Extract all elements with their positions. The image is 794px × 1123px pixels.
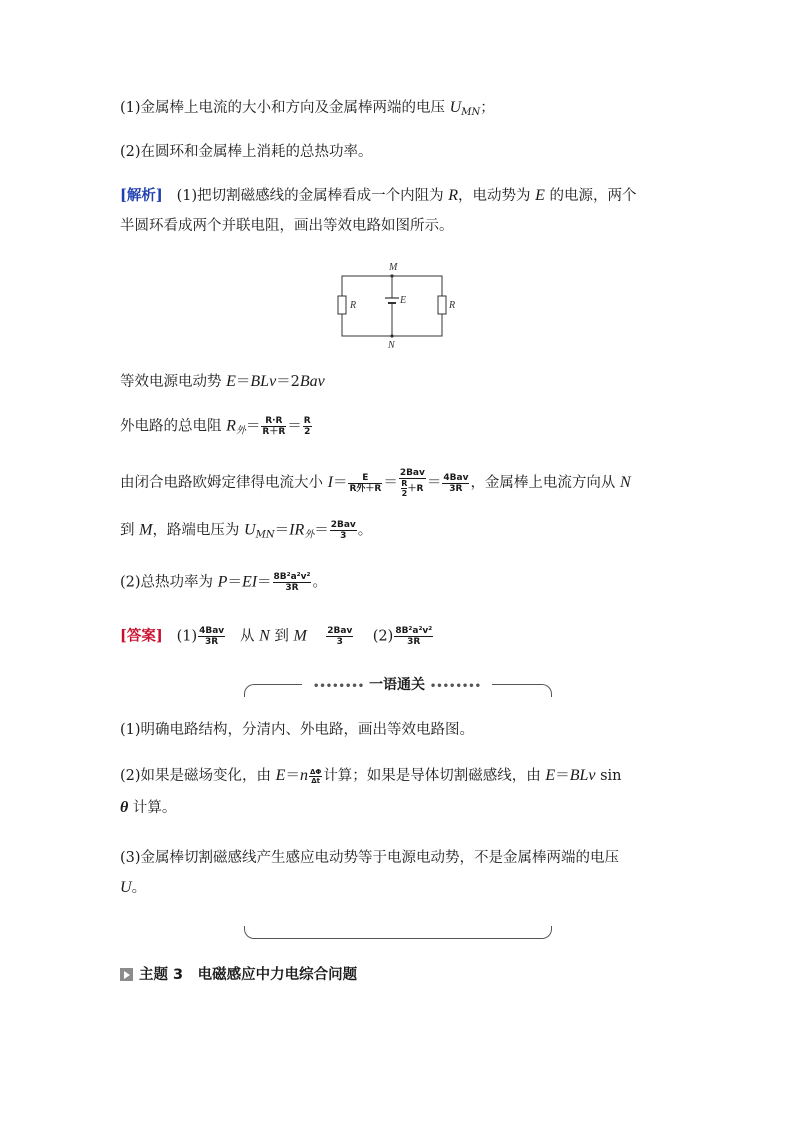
node-n bbox=[390, 334, 393, 337]
analysis-tag: [解析] bbox=[120, 187, 163, 204]
analysis-line-2: 半圆环看成两个并联电阻，画出等效电路如图所示。 bbox=[120, 218, 454, 234]
resistance-equation: 外电路的总电阻 $R_外=$ $\frac{R\cdot R}{R+R}$ ＝ $\frac{R}{2}$ bbox=[120, 416, 311, 437]
summary-point-2: (2)如果是磁场变化，由 E＝n $\frac{\Delta\Phi}{\Delta t}$ 计算；如果是导体切割磁感线，由 E＝BLv sin bbox=[120, 767, 622, 785]
topic-heading: 主题 3 电磁感应中力电综合问题 bbox=[120, 963, 357, 984]
label-m: M bbox=[389, 262, 398, 273]
fraction-r-half: $\frac{R}{2}$ bbox=[303, 416, 311, 437]
fraction-2bav-3: $\frac{\text{2Bav}}{3}$ bbox=[330, 520, 356, 541]
node-m bbox=[390, 274, 393, 277]
answer-fraction-current: $\frac{\text{4Bav}}{3R}$ bbox=[199, 626, 225, 647]
fraction-2bav: 2Bav $\frac{R}{2}$ ＋R bbox=[399, 468, 425, 498]
summary-point-3: (3)金属棒切割磁感线产生感应电动势等于电源电动势，不是金属棒两端的电压 bbox=[120, 850, 620, 866]
voltage-equation: 到 M，路端电压为 $U_{MN}=IR_外=$ $\frac{\text{2Bav}}{3}$ 。 bbox=[120, 520, 373, 541]
power-equation: (2)总热功率为 P＝EI＝ $\frac{\text{8B²a²v²}}{3R}$ 。 bbox=[120, 572, 327, 593]
play-triangle-icon bbox=[120, 968, 133, 981]
resistor-right bbox=[438, 296, 446, 314]
label-e: E bbox=[400, 295, 407, 306]
summary-point-2-cont: θ 计算。 bbox=[120, 799, 177, 816]
analysis-line-1: [解析] (1)把切割磁感线的金属棒看成一个内阻为 R，电动势为 E 的电源，两个 bbox=[120, 187, 637, 204]
label-r-right: R bbox=[449, 300, 456, 311]
question-part-1: (1)金属棒上电流的大小和方向及金属棒两端的电压 $U_{MN}$； bbox=[120, 99, 495, 118]
fraction-r-over-2: $\frac{R}{2}$ bbox=[401, 479, 408, 498]
answer-tag: [答案] bbox=[120, 627, 163, 645]
question-part-2: (2)在圆环和金属棒上消耗的总热功率。 bbox=[120, 144, 373, 160]
equivalent-circuit-diagram bbox=[330, 258, 460, 350]
fraction-e-over-r: $\frac{E}{\text{R外＋R}}$ bbox=[349, 472, 382, 494]
answer-line: [答案] (1) $\frac{\text{4Bav}}{3R}$ 从 N 到 M $\frac{\text{2Bav}}{3}$ (2) $\frac{\text{8B²a²v²}}{3R}$ bbox=[120, 626, 433, 647]
summary-point-3-cont: U。 bbox=[120, 879, 147, 896]
summary-box-title: •••••••• 一语通关 •••••••• bbox=[302, 674, 492, 698]
fraction-delta-phi: $\frac{\Delta\Phi}{\Delta t}$ bbox=[309, 767, 322, 785]
summary-box-bottom-border bbox=[244, 926, 552, 939]
fraction-power: $\frac{\text{8B²a²v²}}{3R}$ bbox=[273, 572, 311, 593]
label-r-left: R bbox=[350, 300, 357, 311]
emf-equation: 等效电源电动势 E＝BLv＝2Bav bbox=[120, 373, 325, 390]
summary-point-1: (1)明确电路结构，分清内、外电路，画出等效电路图。 bbox=[120, 722, 475, 738]
resistor-left bbox=[338, 296, 346, 314]
fraction-rr: $\frac{R\cdot R}{R+R}$ bbox=[262, 416, 286, 437]
current-equation: 由闭合电路欧姆定律得电流大小 I＝ $\frac{E}{\text{R外＋R}}$ ＝ 2Bav $\frac{R}{2}$ ＋R ＝ $\frac{\text{4Bav}}{3R}$ ，金属棒上电流方向从 N bbox=[120, 468, 631, 498]
label-n: N bbox=[388, 340, 395, 350]
answer-fraction-voltage: $\frac{\text{2Bav}}{3}$ bbox=[327, 626, 353, 647]
answer-fraction-power: $\frac{\text{8B²a²v²}}{3R}$ bbox=[395, 626, 433, 647]
fraction-4bav-3r: $\frac{\text{4Bav}}{3R}$ bbox=[443, 472, 469, 494]
